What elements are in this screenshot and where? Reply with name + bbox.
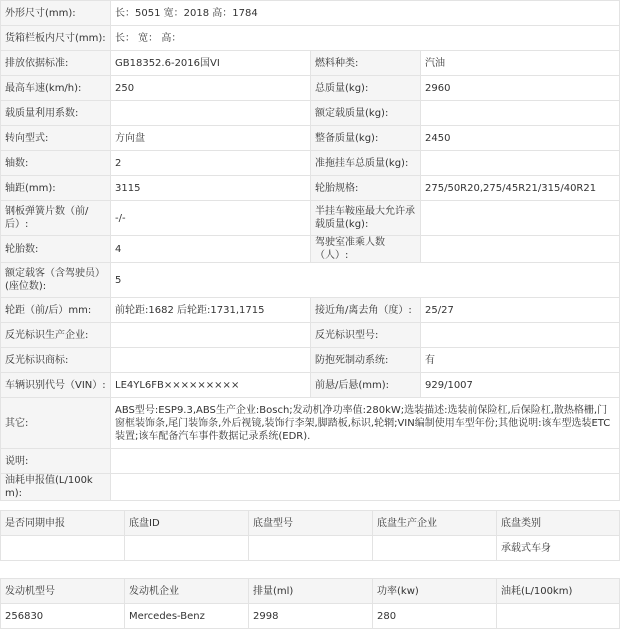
table-row [1,101,620,126]
wheelbase-label: 轴距(mm): [1,176,111,201]
engine-header-fuel-consumption: 油耗(L/100km) [497,579,620,604]
fuel-consumption-label: 油耗申报值(L/100km): [1,474,111,501]
table-row [1,26,620,51]
chassis-header-id: 底盘ID [125,511,249,536]
max-speed-label: 最高车速(km/h): [1,76,111,101]
chassis-maker-cell [373,536,497,561]
track-label: 轮距（前/后）mm: [1,298,111,323]
emission-standard-value: GB18352.6-2016国VI [111,51,311,76]
reflector-maker-value [111,323,311,348]
chassis-table [0,510,620,561]
gross-mass-value: 2960 [421,76,620,101]
table-row [1,398,620,449]
table-row [1,263,620,298]
reflector-brand-value [111,348,311,373]
engine-header-model: 发动机型号 [1,579,125,604]
wheelbase-value: 3115 [111,176,311,201]
gross-mass-label: 总质量(kg): [311,76,421,101]
notes-value [111,449,620,474]
trailer-mass-label: 准拖挂车总质量(kg): [311,151,421,176]
max-speed-value: 250 [111,76,311,101]
engine-table [0,578,620,629]
chassis-header-maker: 底盘生产企业 [373,511,497,536]
engine-power-cell: 280 [373,604,497,629]
axles-value: 2 [111,151,311,176]
cargo-dimensions-value: 长： 宽： 高： [111,26,620,51]
chassis-header-category: 底盘类别 [497,511,620,536]
overhang-value: 929/1007 [421,373,620,398]
curb-mass-label: 整备质量(kg): [311,126,421,151]
table-row [1,298,620,323]
tire-count-value: 4 [111,236,311,263]
seats-label: 额定载客（含驾驶员）(座位数): [1,263,111,298]
dimensions-label: 外形尺寸(mm): [1,1,111,26]
table-row [1,474,620,501]
table-row [1,604,620,629]
others-value: ABS型号:ESP9.3,ABS生产企业:Bosch;发动机净功率值:280kW;选装描述:选装前保险杠,后保险杠,散热格栅,门窗框装饰条,尾门装饰条,外后视镜,装饰行李架,脚踏板,标识,轮辋;VIN编制使用车型年份;其他说明:该车型选装ETC装置;该车配备汽车事件数据记录系统(EDR). [111,398,620,449]
rated-load-value [421,101,620,126]
leaf-springs-label: 钢板弹簧片数（前/后）: [1,201,111,236]
reflector-maker-label: 反光标识生产企业: [1,323,111,348]
saddle-load-value [421,201,620,236]
table-row [1,323,620,348]
table-row [1,51,620,76]
tire-spec-value: 275/50R20,275/45R21/315/40R21 [421,176,620,201]
reflector-model-label: 反光标识型号: [311,323,421,348]
chassis-category-cell: 承载式车身 [497,536,620,561]
vin-value: LE4YL6FB××××××××× [111,373,311,398]
cargo-dimensions-label: 货箱栏板内尺寸(mm): [1,26,111,51]
chassis-sync-report-cell [1,536,125,561]
angles-label: 接近角/离去角（度）: [311,298,421,323]
engine-maker-cell: Mercedes-Benz [125,604,249,629]
vin-label: 车辆识别代号（VIN）: [1,373,111,398]
cab-passengers-value [421,236,620,263]
table-row [1,126,620,151]
notes-label: 说明: [1,449,111,474]
table-row [1,151,620,176]
angles-value: 25/27 [421,298,620,323]
engine-header-maker: 发动机企业 [125,579,249,604]
tire-count-label: 轮胎数: [1,236,111,263]
reflector-brand-label: 反光标识商标: [1,348,111,373]
trailer-mass-value [421,151,620,176]
leaf-springs-value: -/- [111,201,311,236]
table-row [1,373,620,398]
reflector-model-value [421,323,620,348]
steering-label: 转向型式: [1,126,111,151]
fuel-consumption-value [111,474,620,501]
load-utilization-value [111,101,311,126]
emission-standard-label: 排放依据标准: [1,51,111,76]
abs-value: 有 [421,348,620,373]
table-row [1,1,620,26]
overhang-label: 前悬/后悬(mm): [311,373,421,398]
fuel-type-value: 汽油 [421,51,620,76]
table-row [1,536,620,561]
engine-header-displacement: 排量(ml) [249,579,373,604]
table-header-row [1,511,620,536]
load-utilization-label: 载质量利用系数: [1,101,111,126]
table-row [1,236,620,263]
axles-label: 轴数: [1,151,111,176]
steering-value: 方向盘 [111,126,311,151]
engine-header-power: 功率(kw) [373,579,497,604]
chassis-id-cell [125,536,249,561]
fuel-type-label: 燃料种类: [311,51,421,76]
table-row [1,348,620,373]
chassis-header-sync-report: 是否同期申报 [1,511,125,536]
engine-displacement-cell: 2998 [249,604,373,629]
rated-load-label: 额定载质量(kg): [311,101,421,126]
track-value: 前轮距:1682 后轮距:1731,1715 [111,298,311,323]
seats-value: 5 [111,263,620,298]
table-row [1,201,620,236]
table-row [1,176,620,201]
tire-spec-label: 轮胎规格: [311,176,421,201]
table-header-row [1,579,620,604]
cab-passengers-label: 驾驶室准乘人数（人）: [311,236,421,263]
others-label: 其它: [1,398,111,449]
dimensions-value: 长：5051 宽：2018 高：1784 [111,1,620,26]
table-row [1,76,620,101]
engine-model-cell: 256830 [1,604,125,629]
chassis-header-model: 底盘型号 [249,511,373,536]
curb-mass-value: 2450 [421,126,620,151]
table-row [1,449,620,474]
chassis-model-cell [249,536,373,561]
abs-label: 防抱死制动系统: [311,348,421,373]
engine-fuel-consumption-cell [497,604,620,629]
saddle-load-label: 半挂车鞍座最大允许承载质量(kg): [311,201,421,236]
